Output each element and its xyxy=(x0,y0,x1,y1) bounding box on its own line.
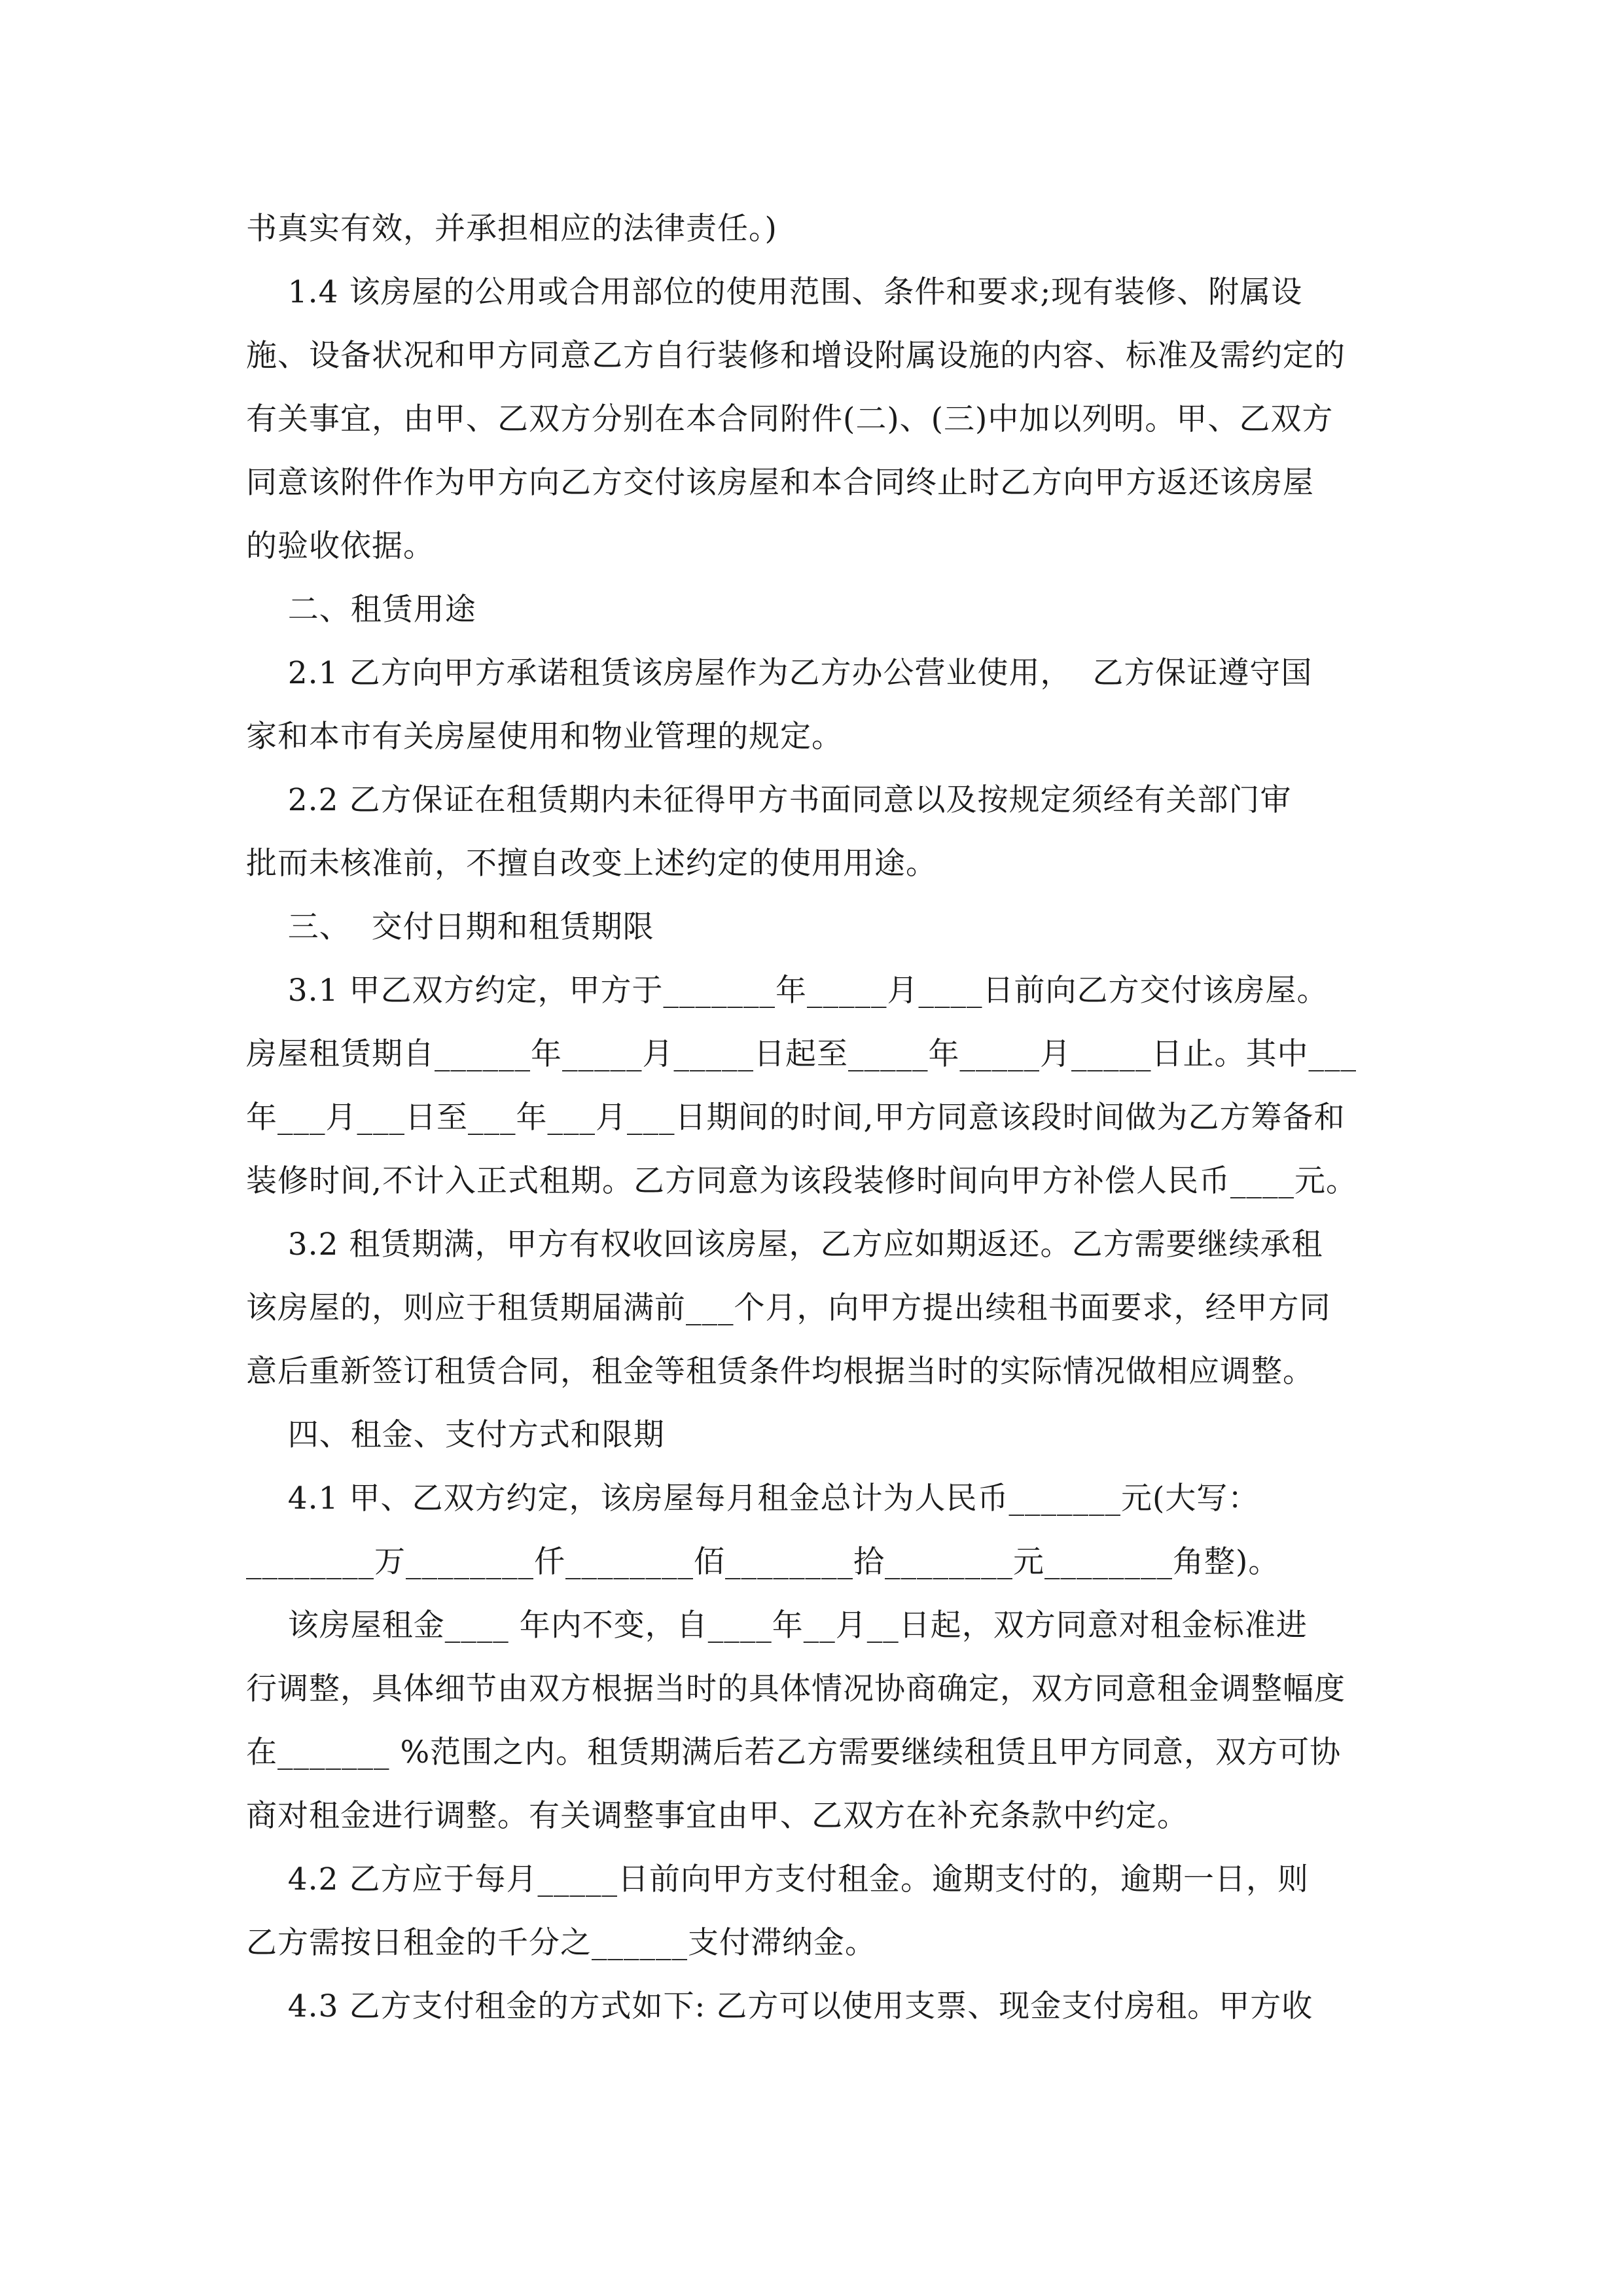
text-line: 乙方需按日租金的千分之______支付滞纳金。 xyxy=(246,1925,876,1961)
text-line: 4.3 乙方支付租金的方式如下: 乙方可以使用支票、现金支付房租。甲方收 xyxy=(246,1988,1313,2024)
text-line: 年___月___日至___年___月___日期间的时间,甲方同意该段时间做为乙方筹备和 xyxy=(246,1100,1346,1136)
text-line: 房屋租赁期自______年_____月_____日起至_____年_____月_____日止。其中___ xyxy=(246,1036,1357,1072)
text-line: 该房屋的，则应于租赁期届满前___个月，向甲方提出续租书面要求，经甲方同 xyxy=(246,1290,1331,1326)
text-line: 1.4 该房屋的公用或合用部位的使用范围、条件和要求;现有装修、附属设 xyxy=(246,274,1303,310)
text-line: 同意该附件作为甲方向乙方交付该房屋和本合同终止时乙方向甲方返还该房屋 xyxy=(246,465,1314,501)
section-heading: 二、租赁用途 xyxy=(246,592,476,628)
text-line: 3.2 租赁期满，甲方有权收回该房屋，乙方应如期返还。乙方需要继续承租 xyxy=(246,1227,1323,1263)
text-line: 行调整，具体细节由双方根据当时的具体情况协商确定，双方同意租金调整幅度 xyxy=(246,1671,1346,1707)
text-line: 施、设备状况和甲方同意乙方自行装修和增设附属设施的内容、标准及需约定的 xyxy=(246,338,1346,374)
text-line: 的验收依据。 xyxy=(246,528,435,564)
text-line: 批而未核准前，不擅自改变上述约定的使用用途。 xyxy=(246,846,937,882)
section-heading: 三、 交付日期和租赁期限 xyxy=(246,909,654,945)
text-line: 装修时间,不计入正式租期。乙方同意为该段装修时间向甲方补偿人民币____元。 xyxy=(246,1163,1357,1199)
text-line: 有关事宜，由甲、乙双方分别在本合同附件(二)、(三)中加以列明。甲、乙双方 xyxy=(246,401,1334,437)
text-line: 家和本市有关房屋使用和物业管理的规定。 xyxy=(246,719,843,755)
text-line: 书真实有效，并承担相应的法律责任。) xyxy=(246,211,777,247)
text-line: 在_______ %范围之内。租赁期满后若乙方需要继续租赁且甲方同意，双方可协 xyxy=(246,1734,1342,1770)
text-line: 意后重新签订租赁合同，租金等租赁条件均根据当时的实际情况做相应调整。 xyxy=(246,1354,1314,1390)
text-line: 该房屋租金____ 年内不变，自____年__月__日起，双方同意对租金标准进 xyxy=(246,1607,1308,1643)
text-line: 2.2 乙方保证在租赁期内未征得甲方书面同意以及按规定须经有关部门审 xyxy=(246,782,1292,818)
section-heading: 四、租金、支付方式和限期 xyxy=(246,1417,665,1453)
text-line: 3.1 甲乙双方约定，甲方于_______年_____月____日前向乙方交付该房屋。 xyxy=(246,973,1329,1009)
text-line: ________万________仟________佰________拾________元________角整)。 xyxy=(246,1544,1280,1580)
text-line: 2.1 乙方向甲方承诺租赁该房屋作为乙方办公营业使用， 乙方保证遵守国 xyxy=(246,655,1313,691)
text-line: 4.2 乙方应于每月_____日前向甲方支付租金。逾期支付的，逾期一日，则 xyxy=(246,1861,1309,1897)
text-line: 商对租金进行调整。有关调整事宜由甲、乙双方在补充条款中约定。 xyxy=(246,1798,1188,1834)
text-line: 4.1 甲、乙双方约定，该房屋每月租金总计为人民币_______元(大写： xyxy=(246,1480,1260,1516)
